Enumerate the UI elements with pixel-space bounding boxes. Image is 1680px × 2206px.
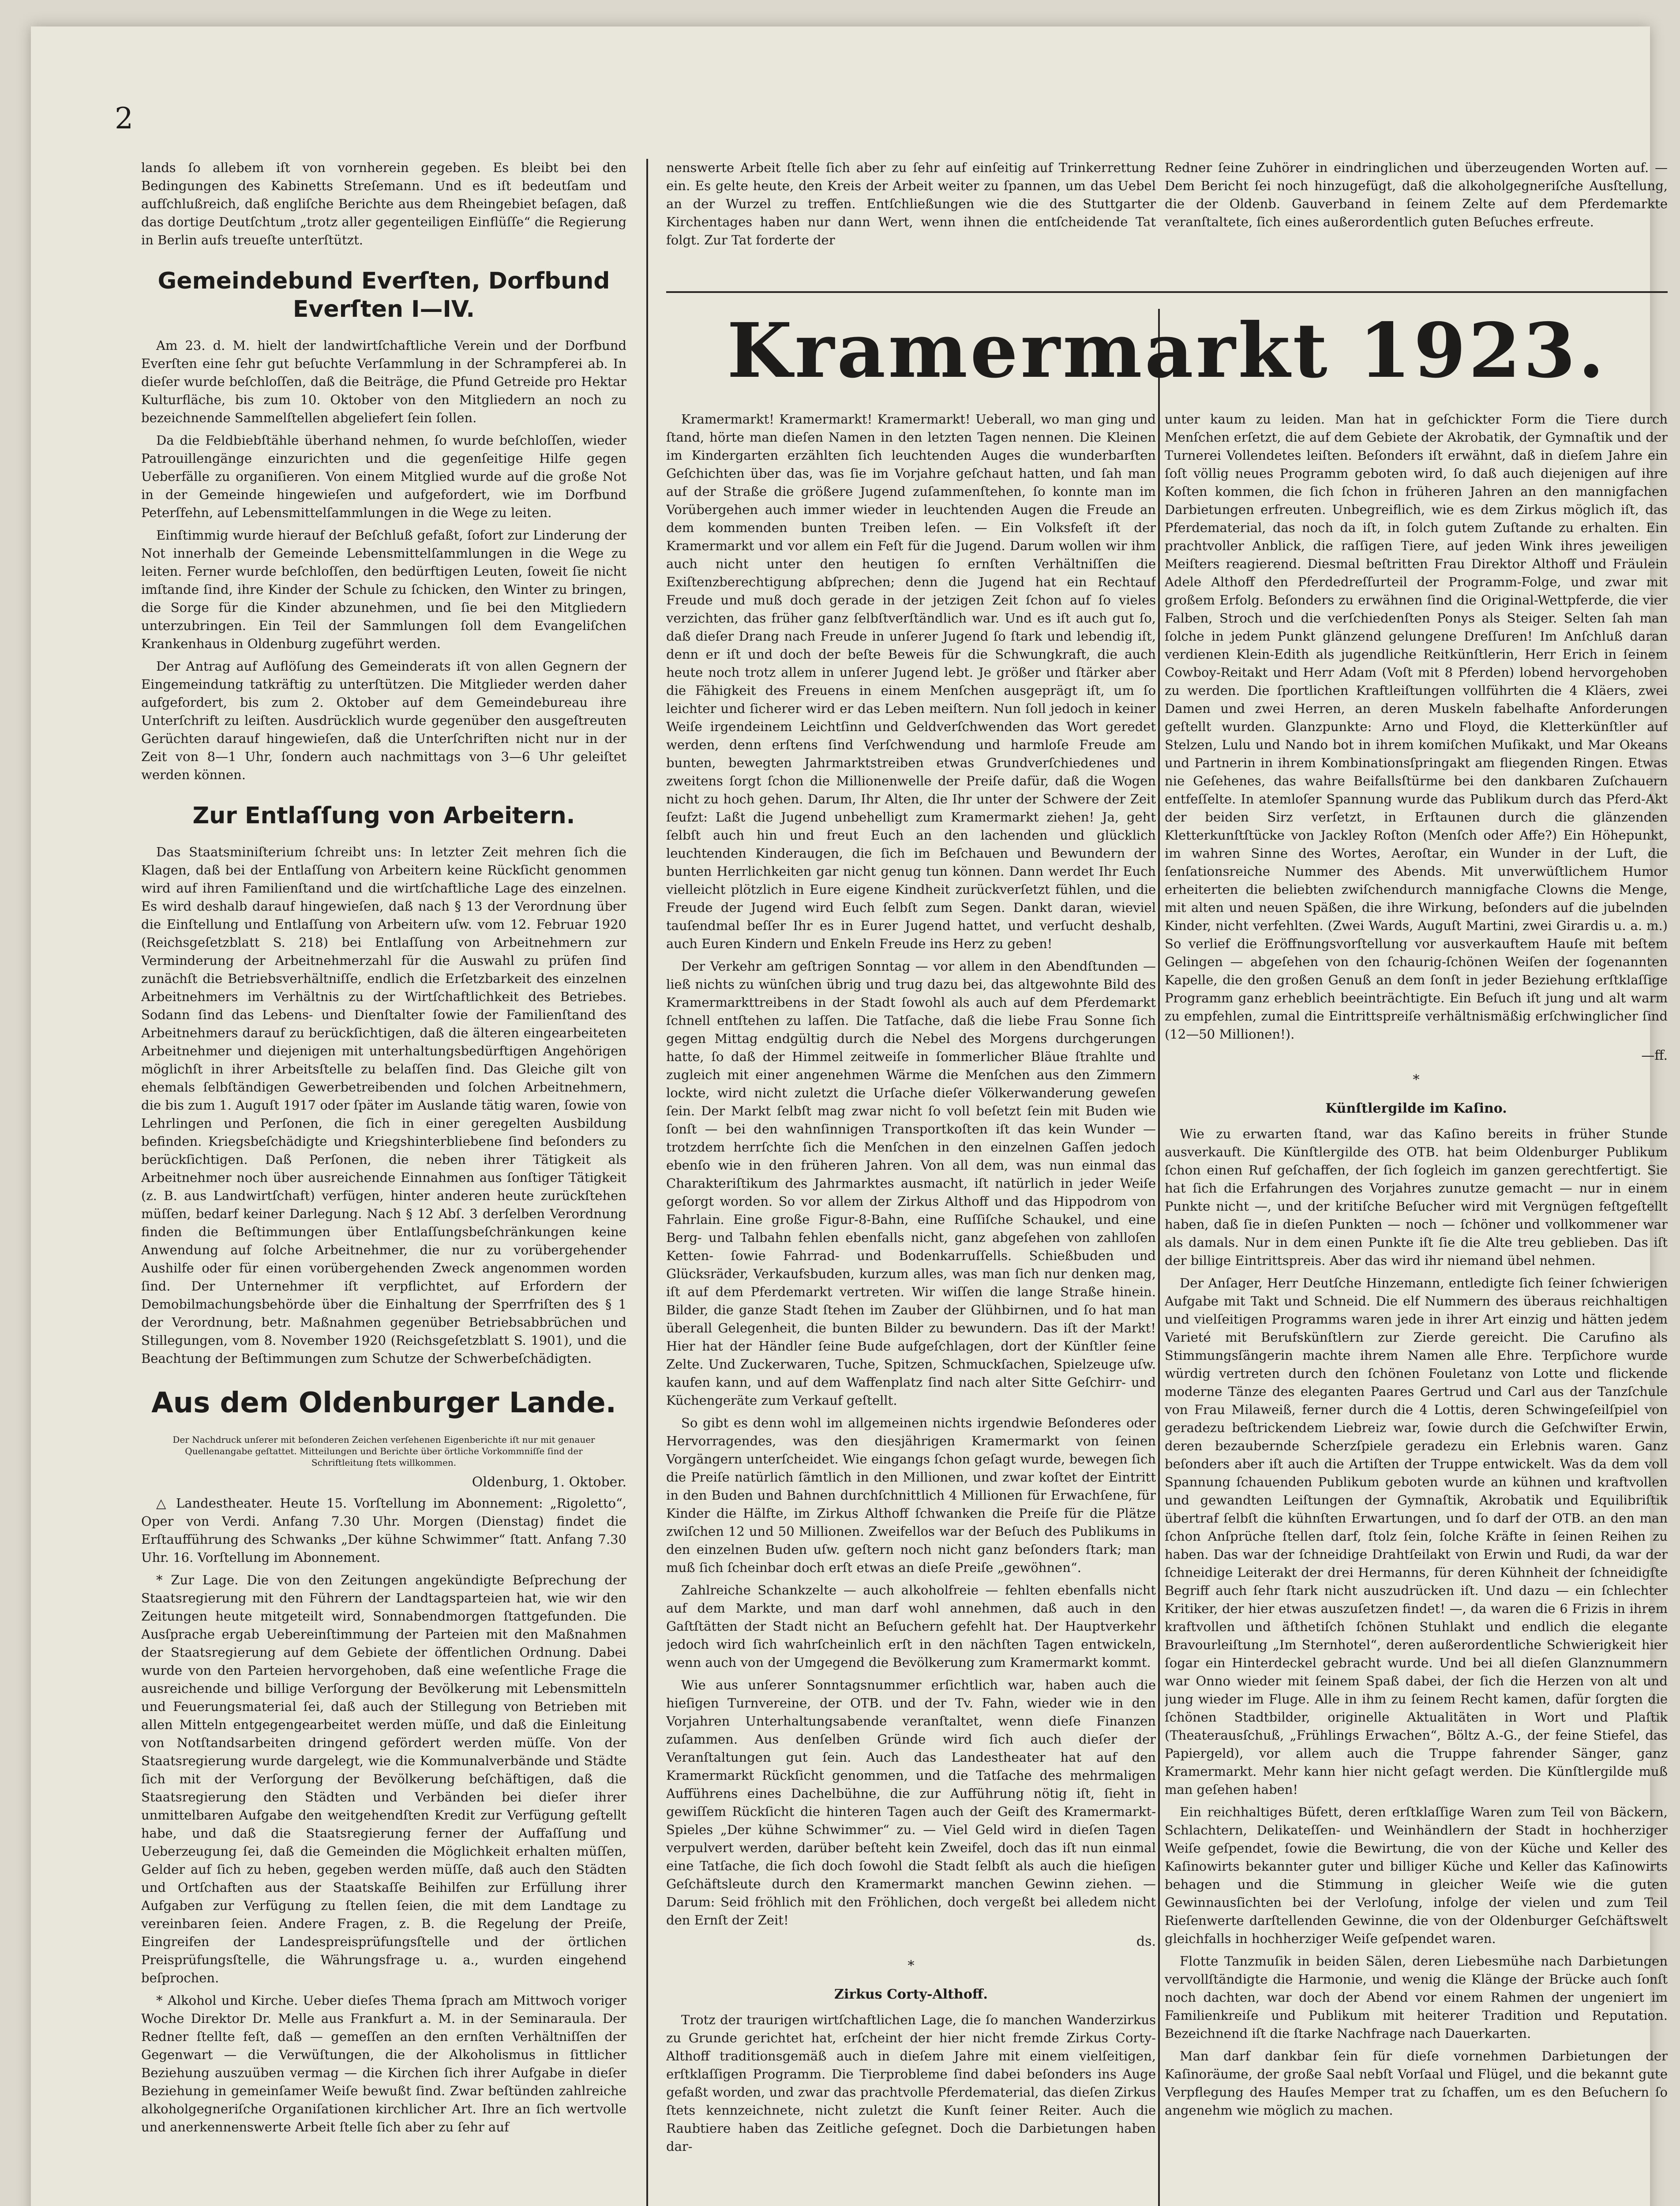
top-paragraph: lands ſo allebem iſt von vornherein gegeben. Es bleibt bei den Bedingungen des Kabinetts Streſemann. Und es iſt bedeutſam und aufſchlußreich, daß engliſche Berichte aus dem Rheingebiet beſagen, daß das dortige Deutſchtum „trotz aller gegenteiligen Einflüſſe“ die Regierung in Berlin aufs treueſte unterſtützt. [141,160,626,248]
reprint-note: Der Nachdruck unſerer mit beſonderen Zeichen verſehenen Eigenberichte iſt nur mit genauer Quellenangabe geſtattet. Mitteilungen und Berichte über örtliche Vorkommniſſe ſind der Schriftleitung ſtets willkommen. [172,1434,595,1468]
signature-ds: ds. [1136,1934,1156,1949]
newspaper-page [31,26,1668,2206]
heading-zirkus: Zirkus Corty-Althoff. [834,1987,988,2002]
column-3 [1165,410,1668,2206]
column-rule-left [646,159,648,2206]
circus-continuation: unter kaum zu leiden. Man hat in geſchickter Form die Tiere durch Menſchen erſetzt, die auf dem Gebiete der Akrobatik, der Gymnaſtik und der Turnerei Vollendetes leiſten. Beſonders iſt erwähnt, daß in dieſem Jahre ein ſoſt völlig neues Programm geboten wird, ſo daß auch diejenigen auf ihre Koſten kommen, die ſich ſchon in früheren Jahren an den mannigfachen Darbietungen erfreuten. Unbegreiflich, wie es dem Zirkus möglich iſt, das Pferdematerial, das noch da iſt, in ſolch gutem Zuſtande zu erhalten. Ein prachtvoller Anblick, die raſſigen Tiere, auf jeden Wink ihres jeweiligen Meiſters reagierend. Diesmal beſtritten Frau Direktor Althoff und Fräulein Adele Althoff den Pferdedreſſurteil der Programm-Folge, und zwar mit großem Erfolg. Beſonders zu erwähnen ſind die Original-Wettpferde, die vier Falben, Stroch und die verſchiedenſten Ponys als Steiger. Selten ſah man ſolche in jedem Punkt glänzend gelungene Dreſſuren! Im Anſchluß daran verdienen Klein-Edith als jugendliche Reitkünſtlerin, Herr Erich in ſeinem Cowboy-Reitakt und Herr Adam (Voſt mit 8 Pferden) lobend hervorgehoben zu werden. Die ſportlichen Kraftleiſtungen vollführten die 4 Kläers, zwei Damen und zwei Herren, an deren Muskeln fabelhafte Anforderungen geſtellt wurden. Glanzpunkte: Arno und Floyd, die Kletterkünſtler auf Stelzen, Lulu und Nando bot in ihrem komiſchen Muſikakt, und Mar Okeans und Partnerin in ihrem Kombinationsſpringakt am fliegenden Ringen. Etwas nie Geſehenes, das wahre Beifallsſtürme bei den dankbaren Zuſchauern entfeſſelte. In atemloſer Spannung wurde das Publikum durch das Pferd-Akt der beiden Sirz verſetzt, in Erſtaunen durch die glänzenden Kletterkunſtſtücke von Jackley Roſton (Menſch oder Affe?) Ein Höhepunkt, im wahren Sinne des Wortes, Aeroſtar, ein Wunder in der Luft, die ſenſationsreiche Nummer des Abends. Mit unverwüſtlichem Humor erheiterten die beliebten zwiſchendurch mannigfache Clowns die Menge, mit alten und neuen Späßen, die ihre Wirkung, beſonders auf die jubelnden Kinder, nicht verfehlten. (Zwei Wards, Auguſt Martini, zwei Girardis u. a. m.) So verlief die Eröffnungsvorſtellung vor ausverkauftem Hauſe mit beſtem Gelingen — abgeſehen von den ſchaurig-ſchönen Weiſen der ſogenannten Kapelle, die den großen Genuß an dem ſonſt in jeder Beziehung erſtklaſſige Programm ganz erheblich beeinträchtigte. Ein Beſuch iſt jung und alt warm zu empfehlen, zumal die Eintrittspreiſe verhältnismäßig erſchwinglicher ſind (12—50 Millionen!). [1165,412,1668,1042]
column-2 [666,410,1156,2206]
heading-kuenstlergilde: Künſtlergilde im Kaſino. [1325,1101,1507,1116]
signature-ff: —ff. [1641,1048,1668,1063]
alcohol-continuation: nenswerte Arbeit ſtelle ſich aber zu ſehr auf einſeitig auf Trinkerrettung ein. Es gelte heute, den Kreis der Arbeit weiter zu ſpannen, um das Uebel an der Wurzel zu treffen. Entſchließungen wie die des Stuttgarter Kirchentages haben nur dann Wert, wenn ihnen die entſcheidende Tat folgt. Zur Tat forderte der [666,160,1156,248]
heading-entlassung: Zur Entlaſſung von Arbeitern. [192,803,575,829]
alcohol-conclusion: Redner ſeine Zuhörer in eindringlichen und überzeugenden Worten auf. — Dem Bericht ſei noch hinzugefügt, daß die alkoholgegneriſche Ausſtellung, die der Oldenb. Gauverband in ſeinem Zelte auf dem Pferdemarkte veranſtaltete, ſich eines außerordentlich guten Beſuches erfreute. [1165,160,1668,229]
section-separator: * [908,1958,915,1973]
heading-gemeindebund: Gemeindebund Everſten, Dorfbund Everſten I—IV. [158,268,610,323]
headline-kramermarkt: Kramermarkt 1923. [727,307,1607,395]
dateline: Oldenburg, 1. Oktober. [472,1474,626,1490]
article-kramermarkt: Kramermarkt! Kramermarkt! Kramermarkt! Ueberall, wo man ging und ſtand, hörte man dieſen Namen in den letzten Tagen nennen. Die Kleinen im Kindergarten erzählten ſich leuchtenden Auges die wunderbarſten Geſchichten über das, was ſie im Vorjahre geſchaut hatten, und ſah man auf der Straße die größere Jugend zuſammenſtehen, ſo konnte man im Vorübergehen auch immer wieder in leuchtenden Augen die Freude an dem kommenden bunten Treiben leſen. — Ein Volksfeſt iſt der Kramermarkt und vor allem ein Feſt für die Jugend. Darum wollen wir ihm auch nicht unter den heutigen ſo ernſten Verhältniſſen die Exiſtenzberechtigung abſprechen; denn die Jugend hat ein Rechtauf Freude und muß doch gerade in der jetzigen Zeit ſchon auf ſo vieles verzichten, das früher ganz ſelbſtverſtändlich war. Und es iſt auch gut ſo, daß dieſer Drang nach Freude in unſerer Jugend ſo ſtark und lebendig iſt, denn er iſt und doch der beſte Beweis für die Schwungkraft, die auch heute noch trotz allem in unſerer Jugend lebt. Je größer und ſtärker aber die Fähigkeit des Freuens in einem Menſchen ausgeprägt iſt, um ſo leichter und ſicherer wird er das Leben meiſtern. Nun ſoll jedoch in keiner Weiſe irgendeinem Leichtſinn und Geldverſchwenden das Wort geredet werden, denn erſtens ſind Verſchwendung und harmloſe Freude am bunten, bewegten Jahrmarktstreiben etwas Grundverſchiedenes und zweitens ſorgt ſchon die Millionenwelle der Preiſe dafür, daß die Wogen nicht zu hoch gehen. Darum, Ihr Alten, die Ihr unter der Schwere der Zeit ſeufzt: Laßt die Jugend unbehelligt zum Kramermarkt ziehen! Ja, geht ſelbſt auch hin und freut Euch an den lachenden und glücklich leuchtenden Kinderaugen, die ſich im Beſchauen und Bewundern der bunten Herrlichkeiten gar nicht genug tun können. Dann werdet Ihr Euch vielleicht plötzlich in Eure eigene Kindheit zurückverſetzt fühlen, und die Freude der Jugend wird Euch ſelbſt zum Segen. Dankt daran, wieviel tauſendmal beſſer Ihr es in Eurer Jugend hattet, und verſucht deshalb, auch Euren Kindern und Enkeln Freude ins Herz zu geben! Der Verkehr am geſtrigen Sonntag — vor allem in den Abendſtunden — ließ nichts zu wünſchen übrig und trug dazu bei, das altgewohnte Bild des Kramermarkttreibens in der Stadt ſowohl als auch auf dem Pferdemarkt ſchnell entſtehen zu laſſen. Die Tatſache, daß die liebe Frau Sonne ſich gegen Mittag endgültig durch die Nebel des Morgens durchgerungen hatte, ſo daß der Himmel zeitweiſe in ſommerlicher Bläue ſtrahlte und zugleich mit einer angenehmen Wärme die Menſchen aus den Zimmern lockte, wird nicht zuletzt die Urſache dieſer Völkerwanderung geweſen ſein. Der Markt ſelbſt mag zwar nicht ſo voll beſetzt ſein mit Buden wie ſonſt — bei den wahnſinnigen Transportkoſten iſt das kein Wunder — trotzdem herrſchte ſich die Menſchen in den einzelnen Gaſſen jedoch ebenſo wie in den früheren Jahren. Von all dem, was nun einmal das Charakteriſtikum des Jahrmarktes ausmacht, iſt natürlich in jeder Weiſe geſorgt worden. So vor allem der Zirkus Althoff und das Hippodrom von Fahrlain. Eine große Figur-8-Bahn, eine Ruſſiſche Schaukel, und eine Berg- und Talbahn fehlen ebenfalls nicht, ganz abgeſehen von zahlloſen Ketten- ſowie Fahrrad- und Bodenkarruſſells. Schießbuden und Glücksräder, Verkaufsbuden, kurzum alles, was man ſich nur denken mag, iſt auf dem Pferdemarkt vertreten. Wir wiſſen die lange Straße hinein. Bilder, die ganze Stadt ſtehen im Zauber der Glühbirnen, und ſo hat man überall Gelegenheit, die bunten Bilder zu bewundern. Das iſt der Markt! Hier hat der Händler ſeine Bude aufgeſchlagen, dort der Künſtler ſeine Zelte. Und Zuckerwaren, Tuche, Spitzen, Schmuckſachen, Spielzeuge uſw. kaufen kann, und auf dem Waffenplatz ſind nach alter Sitte Geſchirr- und Küchengeräte zum Verkauf geſtellt. So gibt es denn wohl im allgemeinen nichts irgendwie Beſonderes oder Hervorragendes, was den diesjährigen Kramermarkt von ſeinen Vorgängern unterſcheidet. Wie eingangs ſchon geſagt wurde, bewegen ſich die Preiſe natürlich ſämtlich in den Millionen, und zwar koſtet der Eintritt in den Buden und Bahnen durchſchnittlich 4 Millionen für Erwachſene, für Kinder die Hälfte, im Zirkus Althoff ſchwanken die Preiſe für die Plätze zwiſchen 12 und 50 Millionen. Zweifellos war der Beſuch des Publikums in den einzelnen Buden uſw. geſtern noch nicht ganz beſonders ſtark; man muß ſich ſcheinbar doch erſt etwas an dieſe Preiſe „gewöhnen“. Zahlreiche Schankzelte — auch alkoholfreie — fehlten ebenfalls nicht auf dem Markte, und man darf wohl annehmen, daß auch in den Gaſtſtätten der Stadt nicht an Beſuchern gefehlt hat. Der Hauptverkehr jedoch wird ſich wahrſcheinlich erſt in den nächſten Tagen entwickeln, wenn auch von der Umgegend die Bevölkerung zum Kramermarkt kommt. Wie aus unſerer Sonntagsnummer erſichtlich war, haben auch die hieſigen Turnvereine, der OTB. und der Tv. Fahn, wieder wie in den Vorjahren Unterhaltungsabende veranſtaltet, wenn dieſe Finanzen zuſammen. Aus denſelben Gründe wird ſich auch dieſer der Veranſtaltungen gut ſein. Auch das Landestheater hat auf den Kramermarkt Rückſicht genommen, und die Tatſache des mehrmaligen Aufführens eines Dachelbühne, die zur Aufführung nötig iſt, ſieht in gewiſſem Rückſicht die hinteren Tagen auch der Geiſt des Kramermarkt-Spieles „Der kühne Schwimmer“ zu. — Viel Geld wird in dieſen Tagen verpulvert werden, darüber beſteht kein Zweifel, doch das iſt nun einmal eine Tatſache, die ſich doch ſowohl die Stadt ſelbſt als auch die hieſigen Geſchäftsleute durch den Kramermarkt manchen Gewinn ziehen. — Darum: Seid fröhlich mit den Fröhlichen, doch vergeßt bei alledem nicht den Ernſt der Zeit! [666,412,1156,1928]
column-2-top [666,159,1156,291]
column-1 [141,159,626,2206]
headline-rule [666,291,1668,293]
column-3-top [1165,159,1668,291]
page-number: 2 [115,101,133,135]
column-rule-right [1158,309,1160,2206]
section-gemeindebund: Am 23. d. M. hielt der landwirtſchaftliche Verein und der Dorfbund Everſten eine ſehr gut beſuchte Verſammlung in der Schrampferei ab. In dieſer wurde beſchloſſen, daß die Beiträge, die Pfund Getreide pro Hektar Kulturfläche, bis zum 10. Oktober von den Mitgliedern an noch zu bezeichnende Sammelſtellen abgeliefert ſein ſollen. Da die Feldbiebſtähle überhand nehmen, ſo wurde beſchloſſen, wieder Patrouillengänge einzurichten und die gegenſeitige Hilfe gegen Ueberfälle zu organiſieren. Von einem Mitglied wurde auf die große Not in der Gemeinde hingewieſen und aufgefordert, wie im Dorfbund Peterſfehn, auf Lebensmittelſammlungen in die Wege zu leiten. Einſtimmig wurde hierauf der Beſchluß gefaßt, ſofort zur Linderung der Not innerhalb der Gemeinde Lebensmittelſammlungen in die Wege zu leiten. Ferner wurde beſchloſſen, den bedürftigen Leuten, ſoweit ſie nicht imſtande ſind, ihre Kinder der Schule zu ſchicken, den Winter zu bringen, die Sorge für die Kinder abzunehmen, und ſie bei den Mitgliedern unterzubringen. Ein Teil der Sammlungen ſoll dem Evangeliſchen Krankenhaus in Oldenburg zugeführt werden. Der Antrag auf Auflöſung des Gemeinderats iſt von allen Gegnern der Eingemeindung tatkräftig zu unterſtützen. Die Mitglieder werden daher aufgefordert, bis zum 2. Oktober auf dem Gemeindebureau ihre Unterſchrift zu leiſten. Ausdrücklich wurde gegenüber den ausgeſtreuten Gerüchten darauf hingewieſen, daß die Unterſchriften nicht nur in der Zeit von 8—1 Uhr, ſondern auch nachmittags von 3—6 Uhr geleiſtet werden können. [141,338,626,782]
section-separator-2: * [1413,1072,1420,1088]
heading-oldenburger-lande: Aus dem Oldenburger Lande. [151,1387,616,1419]
section-entlassung: Das Staatsminiſterium ſchreibt uns: In letzter Zeit mehren ſich die Klagen, daß bei der Entlaſſung von Arbeitern keine Rückſicht genommen wird auf ihren Familienſtand und die wirtſchaftliche Lage des einzelnen. Es wird deshalb darauf hingewieſen, daß nach § 13 der Verordnung über die Einſtellung und Entlaſſung von Arbeitern uſw. vom 12. Februar 1920 (Reichsgeſetzblatt S. 218) bei Entlaſſung von Arbeitnehmern zur Verminderung der Arbeitnehmerzahl für die Auswahl zu prüfen ſind zunächſt die Betriebsverhältniſſe, endlich die Erſetzbarkeit des einzelnen Arbeitnehmers im Verhältnis zu der Wirtſchaftlichkeit des Betriebes. Sodann ſind das Lebens- und Dienſtalter ſowie der Familienſtand des Arbeitnehmers darauf zu berückſichtigen, daß die älteren eingearbeiteten Arbeitnehmer und diejenigen mit unterhaltungsbedürftigen Angehörigen möglichſt in ihrer Arbeitsſtelle zu belaſſen ſind. Das Gleiche gilt von ehemals ſelbſtändigen Gewerbetreibenden und ſolchen Arbeitnehmern, die bis zum 1. Auguſt 1917 oder ſpäter im Auslande tätig waren, ſowie von Lehrlingen und Perſonen, die ſich in einer geregelten Ausbildung befinden. Kriegsbeſchädigte und Kriegshinterbliebene ſind beſonders zu berückſichtigen. Daß Perſonen, die neben ihrer Tätigkeit als Arbeitnehmer noch über ausreichende Einnahmen aus ſonſtiger Tätigkeit (z. B. aus Landwirtſchaft) verfügen, hinter anderen heute zurückſtehen müſſen, bedarf keiner Darlegung. Nach § 12 Abſ. 3 derſelben Verordnung finden die Beſtimmungen über Entlaſſungsbeſchränkungen keine Anwendung auf ſolche Arbeitnehmer, die nur zu vorübergehender Aushilfe oder für einen vorübergehenden Zweck angenommen worden ſind. Der Unternehmer iſt verpflichtet, auf Erfordern der Demobilmachungsbehörde über die Einhaltung der Sperrfriſten des § 1 der Verordnung, betr. Maßnahmen gegenüber Betriebsabbrüchen und Stillegungen, vom 8. November 1920 (Reichsgeſetzblatt S. 1901), und die Beachtung der Beſtimmungen zum Schutze der Schwerbeſchädigten. [141,844,626,1366]
circus-text: Trotz der traurigen wirtſchaftlichen Lage, die ſo manchen Wanderzirkus zu Grunde gerichtet hat, erſcheint der hier nicht fremde Zirkus Corty-Althoff traditionsgemäß auch in dieſem Jahre mit einem vielſeitigen, erſtklaſſigen Programm. Die Tierprobleme ſind dabei beſonders ins Auge gefaßt worden, und zwar das prachtvolle Pferdematerial, das dieſen Zirkus ſtets kennzeichnete, nicht zuletzt die Kunſt ſeiner Reiter. Auch die Raubtiere haben das Zeitliche geſegnet. Doch die Darbietungen haben dar- [666,2012,1156,2154]
section-oldenburger-lande: △ Landestheater. Heute 15. Vorſtellung im Abonnement: „Rigoletto“, Oper von Verdi. Anfang 7.30 Uhr. Morgen (Dienstag) findet die Erſtaufführung des Schwanks „Der kühne Schwimmer“ ſtatt. Anfang 7.30 Uhr. 16. Vorſtellung im Abonnement. * Zur Lage. Die von den Zeitungen angekündigte Beſprechung der Staatsregierung mit den Führern der Landtagsparteien hat, wie wir den Zeitungen heute mitgeteilt wird, Sonnabendmorgen ſtattgefunden. Die Ausſprache ergab Uebereinſtimmung der Parteien mit den Maßnahmen der Staatsregierung auf dem Gebiete der öffentlichen Ordnung. Dabei wurde von den Parteien hervorgehoben, daß eine weſentliche Frage die ausreichende und billige Verſorgung der Bevölkerung mit Lebensmitteln und Feuerungsmaterial ſei, daß auch der Stillegung von Betrieben mit allen Mitteln entgegengearbeitet werden müſſe, und daß die Einleitung von Notſtandsarbeiten dringend gefördert werden müſſe. Von der Staatsregierung wurde dargelegt, wie die Kommunalverbände und Städte ſich mit der Verſorgung der Bevölkerung beſchäftigen, daß die Staatsregierung den Städten und Verbänden bei dieſer ihrer unmittelbaren Aufgabe den weitgehendſten Kredit zur Verfügung geſtellt habe, und daß die Staatsregierung ferner der Auffaſſung und Ueberzeugung ſei, daß die Gemeinden die Möglichkeit erhalten müſſen, Gelder auf ſich zu heben, gegeben werden müſſe, daß auch den Städten und Ortſchaften aus der Staatskaſſe Beihilfen zur Erfüllung ihrer Aufgaben zur Verfügung zu ſtellen ſeien, die mit dem Landtage zu vereinbaren ſeien. Andere Fragen, z. B. die Regelung der Preiſe, Eingreifen der Landespreisprüfungsſtelle und der örtlichen Preisprüfungsſtelle, die Währungsfrage u. a., wurden eingehend beſprochen. * Alkohol und Kirche. Ueber dieſes Thema ſprach am Mittwoch voriger Woche Direktor Dr. Melle aus Frankfurt a. M. in der Seminaraula. Der Redner ſtellte feſt, daß — gemeſſen an den ernſten Verhältniſſen der Gegenwart — die Verwüſtungen, die der Alkoholismus in ſittlicher Beziehung auszuüben vermag — die Kirchen ſich ihrer Aufgabe in dieſer Beziehung in gemeinſamer Weiſe bewußt ſind. Zwar beſtünden zahlreiche alkoholgegneriſche Organiſationen kirchlicher Art. Ihre an ſich wertvolle und anerkennenswerte Arbeit ſtelle ſich aber zu ſehr auf [141,1496,626,2135]
article-kuenstlergilde: Wie zu erwarten ſtand, war das Kaſino bereits in früher Stunde ausverkauft. Die Künſtlergilde des OTB. hat beim Oldenburger Publikum ſchon einen Ruf geſchaffen, der ſich ſogleich im ganzen gerechtfertigt. Sie hat ſich die Erfahrungen des Vorjahres zunutze gemacht — nur in einem Punkte nicht —, und der kritiſche Beſucher wird mit Vergnügen feſtgeſtellt haben, daß ſie in dieſen Punkten — noch — ſchöner und vollkommener war als damals. Nur in dem einen Punkte iſt ſie die Alte treu geblieben. Das iſt der billige Eintrittspreis. Aber das wird ihr niemand übel nehmen. Der Anſager, Herr Deutſche Hinzemann, entledigte ſich ſeiner ſchwierigen Aufgabe mit Takt und Schneid. Die elf Nummern des überaus reichhaltigen und vielſeitigen Programms waren jede in ihrer Art einzig und hätten jedem Varieté mit Berufskünſtlern zur Zierde gereicht. Die Carufino als Stimmungsſängerin machte ihrem Namen alle Ehre. Terpſichore wurde würdig vertreten durch den ſchönen Fouletanz von Lotte und flickende moderne Tänze des eleganten Paares Gertrud und Carl aus der Tanzſchule von Frau Milaweiß, ferner durch die 4 Lottis, deren Schwingeſeilſpiel von geradezu beſtrickendem Liebreiz war, ſowie durch die Geſchwiſter Erwin, deren bezaubernde Scherzſpiele geradezu ein Erlebnis waren. Ganz beſonders aber iſt auch die Artiſten der Truppe entwickelt. Was da dem voll Spannung ſchauenden Publikum geboten wurde an kühnen und kraftvollen und gewandten Leiſtungen der Gymnaſtik, Akrobatik und Equilibriſtik übertraf ſelbſt die kühnſten Erwartungen, und ſo darf der OTB. an den man ſchon Anſprüche ſtellen darf, ſtolz ſein, ſolche Kräfte in ſeinen Reihen zu haben. Das war der ſchneidige Drahtſeilakt von Erwin und Rudi, da war der ſchneidige Leiterakt der drei Hermanns, für deren Kühnheit der ſchneidigſte Begriff auch ſehr ſtark nicht auszudrücken iſt. Und dazu — ein ſchlechter Kritiker, der hier etwas auszuſetzen findet! —, da waren die 6 Frizis in ihrem kraftvollen und äſthetiſch ſchönen Stuhlakt und endlich die elegante Bravourleiſtung „Im Sternhotel“, deren außerordentliche Schwierigkeit hier ſogar ein Hinterdeckel gebracht wurde. Und bei all dieſen Glanznummern war Onno wieder mit ſeinem Spaß dabei, der ſich die Herzen von alt und jung wieder im Fluge. Alle in ihm zu ſeinem Recht kamen, dafür ſorgten die ſchönen Stadtbilder, originelle Aktualitäten in Wort und Plaſtik (Theaterausſchuß, „Frühlings Erwachen“, Böltz A.-G., der feine Stiefel, das Papiergeld), vor allem auch die Truppe fahrender Sänger, ganz Kramermarkt. Mehr kann hier nicht geſagt werden. Die Künſtlergilde muß man geſehen haben! Ein reichhaltiges Büfett, deren erſtklaſſige Waren zum Teil von Bäckern, Schlachtern, Delikateſſen- und Weinhändlern der Stadt in hochherziger Weiſe geſpendet, ſowie die Bewirtung, die von der Küche und Keller des Kaſinowirts bekannter guter und billiger Küche und Keller das Kaſinowirts behagen und die Stimmung in gleicher Weiſe wie die guten Gewinnausſichten bei der Verloſung, infolge der vielen und zum Teil Rieſenwerte darſtellenden Gewinne, die von der Oldenburger Geſchäftswelt gleichfalls in hochherziger Weiſe geſpendet waren. Flotte Tanzmuſik in beiden Sälen, deren Liebesmühe nach Darbietungen vervollſtändigte die Harmonie, und wenig die Klänge der Brücke auch ſonſt noch dachten, war doch der Abend vor einem Rahmen der ungeniert im Familienkreiſe und Publikum mit heiterer Tradition und Reputation. Bezeichnend iſt die ſtarke Nachfrage nach Dauerkarten. Man darf dankbar ſein für dieſe vornehmen Darbietungen der Kaſinoräume, der große Saal nebſt Vorſaal und Flügel, und die bekannt gute Verpflegung des Hauſes Memper trat zu ſchaffen, um es den Beſuchern ſo angenehm wie möglich zu machen. [1165,1126,1668,2118]
